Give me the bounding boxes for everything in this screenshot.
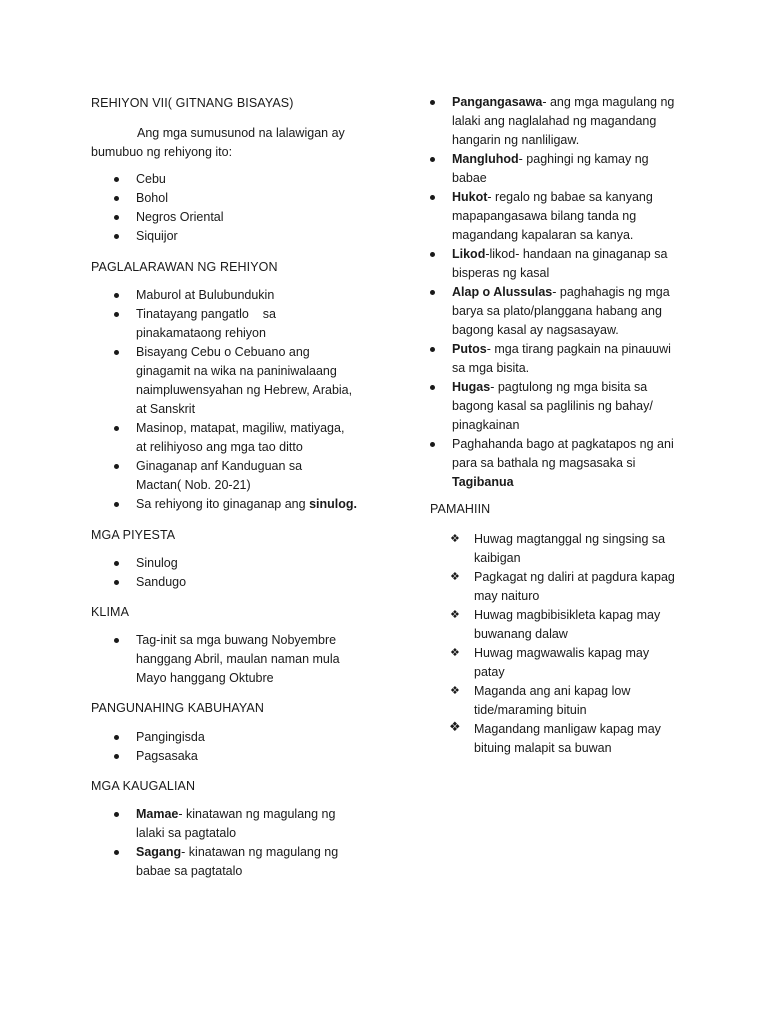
list-item: Bohol bbox=[136, 189, 224, 208]
list-item: ❖ Magandang manligaw kapag may bituing malapit sa buwan bbox=[449, 720, 661, 755]
list-item: Putos- mga tirang pagkain na pinauuwi sa mga bisita. bbox=[452, 340, 702, 378]
list-item: ❖ Pagkagat ng daliri at pagdura kapag may naituro bbox=[450, 570, 675, 603]
list-item: Hukot- regalo ng babae sa kanyang mapapangasawa bilang tanda ng magandang kapalaran sa kanya. bbox=[452, 188, 702, 245]
kaugalian-list-left bbox=[136, 805, 376, 881]
bullet-icon bbox=[114, 638, 119, 643]
list-item: Cebu bbox=[136, 170, 224, 189]
bullet-icon bbox=[430, 252, 435, 257]
kaugalian-list-right bbox=[452, 93, 702, 492]
diamond-bullet-icon: ❖ bbox=[450, 570, 460, 583]
list-item: Sinulog bbox=[136, 554, 186, 573]
bullet-icon bbox=[114, 177, 119, 182]
intro-line-2: bumubuo ng rehiyong ito: bbox=[91, 145, 233, 159]
list-item: Sagang- kinatawan ng magulang ng babae sa pagtatalo bbox=[136, 843, 376, 881]
list-item: Hugas- pagtulong ng mga bisita sa bagong kasal sa paglilinis ng bahay/ pinagkainan bbox=[452, 378, 702, 435]
list-item: Tag-init sa mga buwang Nobyembre hanggang Abril, maulan naman mula Mayo hanggang Oktubre bbox=[136, 631, 376, 688]
paglalarawan-list bbox=[136, 286, 376, 514]
list-item: Pangingisda bbox=[136, 728, 205, 747]
list-item: ❖ Maganda ang ani kapag low tide/maraming bituin bbox=[450, 684, 631, 717]
list-item: Sa rehiyong ito ginaganap ang sinulog. bbox=[136, 495, 376, 514]
diamond-bullet-icon: ❖ bbox=[450, 684, 460, 697]
bullet-icon bbox=[430, 442, 435, 447]
bullet-icon bbox=[114, 561, 119, 566]
kabuhayan-list bbox=[136, 728, 205, 766]
list-item: Ginaganap anf Kanduguan sa Mactan( Nob. 20-21) bbox=[136, 457, 376, 495]
bullet-icon bbox=[114, 234, 119, 239]
region-title: REHIYON VII( GITNANG BISAYAS) bbox=[91, 96, 294, 110]
list-item: Mangluhod- paghingi ng kamay ng babae bbox=[452, 150, 702, 188]
pamahiin-heading: PAMAHIIN bbox=[430, 502, 491, 516]
bullet-icon bbox=[114, 580, 119, 585]
list-item: Alap o Alussulas- paghahagis ng mga barya sa plato/planggana habang ang bagong kasal ay nagsasayaw. bbox=[452, 283, 702, 340]
bullet-icon bbox=[430, 347, 435, 352]
bullet-icon bbox=[114, 850, 119, 855]
list-item: Negros Oriental bbox=[136, 208, 224, 227]
list-item: Tinatayang pangatlo sa pinakamataong rehiyon bbox=[136, 305, 376, 343]
bullet-icon bbox=[114, 215, 119, 220]
diamond-bullet-icon: ❖ bbox=[450, 646, 460, 659]
list-item: Masinop, matapat, magiliw, matiyaga, at relihiyoso ang mga tao ditto bbox=[136, 419, 376, 457]
list-item: Sandugo bbox=[136, 573, 186, 592]
list-item: Pangangasawa- ang mga magulang ng lalaki ang naglalahad ng magandang hangarin ng nanliligaw. bbox=[452, 93, 702, 150]
bullet-icon bbox=[114, 502, 119, 507]
list-item: Siquijor bbox=[136, 227, 224, 246]
list-item: Maburol at Bulubundukin bbox=[136, 286, 376, 305]
bullet-icon bbox=[114, 812, 119, 817]
intro-paragraph bbox=[91, 124, 361, 162]
bullet-icon bbox=[114, 735, 119, 740]
bullet-icon bbox=[114, 196, 119, 201]
pamahiin-list bbox=[449, 530, 704, 758]
piyesta-heading: MGA PIYESTA bbox=[91, 528, 176, 542]
bullet-icon bbox=[430, 157, 435, 162]
diamond-bullet-icon: ❖ bbox=[450, 532, 460, 545]
list-item: ❖ Huwag magwawalis kapag may patay bbox=[450, 646, 650, 679]
list-item: Pagsasaka bbox=[136, 747, 205, 766]
bullet-icon bbox=[114, 754, 119, 759]
intro-line-1: Ang mga sumusunod na lalawigan ay bbox=[137, 126, 345, 140]
list-item: Paghahanda bago at pagkatapos ng ani para sa bathala ng magsasaka si Tagibanua bbox=[452, 435, 702, 492]
bullet-icon bbox=[430, 385, 435, 390]
kabuhayan-heading: PANGUNAHING KABUHAYAN bbox=[91, 701, 264, 715]
bullet-icon bbox=[114, 464, 119, 469]
paglalarawan-heading: PAGLALARAWAN NG REHIYON bbox=[91, 260, 278, 274]
kaugalian-heading: MGA KAUGALIAN bbox=[91, 779, 196, 793]
bullet-icon bbox=[114, 350, 119, 355]
diamond-bullet-icon: ❖ bbox=[450, 608, 460, 621]
list-item: Bisayang Cebu o Cebuano ang ginagamit na wika na paniniwalaang naimpluwensyahan ng Hebrew, Arabia, at Sanskrit bbox=[136, 343, 376, 419]
bullet-icon bbox=[114, 312, 119, 317]
bullet-icon bbox=[114, 293, 119, 298]
province-list bbox=[136, 170, 224, 246]
bullet-icon bbox=[430, 290, 435, 295]
list-item: ❖ Huwag magtanggal ng singsing sa kaibigan bbox=[450, 532, 666, 565]
bullet-icon bbox=[114, 426, 119, 431]
diamond-bullet-icon: ❖ bbox=[449, 720, 461, 735]
bullet-icon bbox=[430, 100, 435, 105]
klima-heading: KLIMA bbox=[91, 605, 130, 619]
piyesta-list bbox=[136, 554, 186, 592]
list-item: ❖ Huwag magbibisikleta kapag may buwanang dalaw bbox=[450, 608, 661, 641]
klima-list bbox=[136, 631, 376, 688]
list-item: Mamae- kinatawan ng magulang ng lalaki sa pagtatalo bbox=[136, 805, 376, 843]
list-item: Likod-likod- handaan na ginaganap sa bisperas ng kasal bbox=[452, 245, 702, 283]
bullet-icon bbox=[430, 195, 435, 200]
